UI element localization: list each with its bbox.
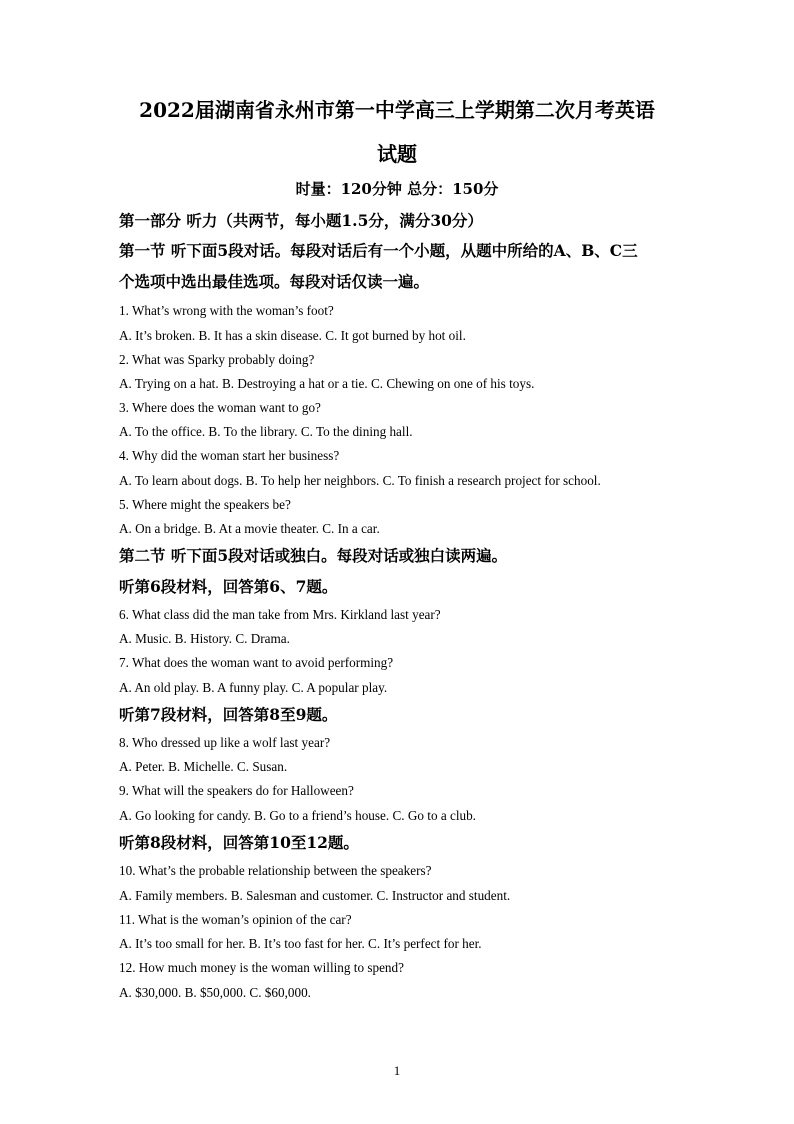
- question-11-options: A. It’s too small for her. B. It’s too fast for her. C. It’s perfect for her.: [119, 936, 482, 951]
- question-3: 3. Where does the woman want to go?: [119, 400, 321, 415]
- question-9: 9. What will the speakers do for Halloween?: [119, 783, 354, 798]
- page-number: 1: [393, 1063, 401, 1078]
- question-6: 6. What class did the man take from Mrs. Kirkland last year?: [119, 607, 441, 622]
- material-6-heading: 听第6段材料，回答第6、7题。: [119, 577, 338, 596]
- question-3-options: A. To the office. B. To the library. C. To the dining hall.: [119, 424, 413, 439]
- document-title-line-1: 2022届湖南省永州市第一中学高三上学期第二次月考英语: [139, 98, 655, 122]
- question-1: 1. What’s wrong with the woman’s foot?: [119, 303, 334, 318]
- section1-heading-line-1: 第一节 听下面5段对话。每段对话后有一个小题，从题中所给的A、B、C三: [119, 241, 638, 260]
- question-2: 2. What was Sparky probably doing?: [119, 352, 315, 367]
- question-10: 10. What’s the probable relationship between the speakers?: [119, 863, 432, 878]
- exam-time-score: 时量：120分钟 总分：150分: [295, 180, 499, 198]
- section1-heading-line-2: 个选项中选出最佳选项。每段对话仅读一遍。: [119, 272, 430, 291]
- question-5: 5. Where might the speakers be?: [119, 497, 291, 512]
- material-8-heading: 听第8段材料，回答第10至12题。: [119, 833, 359, 852]
- question-7: 7. What does the woman want to avoid performing?: [119, 655, 394, 670]
- question-7-options: A. An old play. B. A funny play. C. A popular play.: [119, 680, 388, 695]
- question-12: 12. How much money is the woman willing to spend?: [119, 960, 404, 975]
- question-6-options: A. Music. B. History. C. Drama.: [119, 631, 290, 646]
- question-12-options: A. $30,000. B. $50,000. C. $60,000.: [119, 985, 311, 1000]
- question-8: 8. Who dressed up like a wolf last year?: [119, 735, 331, 750]
- question-1-options: A. It’s broken. B. It has a skin disease. C. It got burned by hot oil.: [119, 328, 466, 343]
- question-8-options: A. Peter. B. Michelle. C. Susan.: [119, 759, 288, 774]
- question-2-options: A. Trying on a hat. B. Destroying a hat or a tie. C. Chewing on one of his toys.: [119, 376, 535, 391]
- question-4: 4. Why did the woman start her business?: [119, 448, 340, 463]
- question-10-options: A. Family members. B. Salesman and customer. C. Instructor and student.: [119, 888, 511, 903]
- question-5-options: A. On a bridge. B. At a movie theater. C. In a car.: [119, 521, 380, 536]
- question-9-options: A. Go looking for candy. B. Go to a friend’s house. C. Go to a club.: [119, 808, 476, 823]
- material-7-heading: 听第7段材料，回答第8至9题。: [119, 705, 338, 724]
- part1-heading: 第一部分 听力（共两节，每小题1.5分，满分30分）: [119, 211, 483, 230]
- question-11: 11. What is the woman’s opinion of the car?: [119, 912, 352, 927]
- section2-heading: 第二节 听下面5段对话或独白。每段对话或独白读两遍。: [119, 546, 508, 565]
- document-title-line-2: 试题: [377, 142, 417, 166]
- question-4-options: A. To learn about dogs. B. To help her neighbors. C. To finish a research project for school.: [119, 473, 601, 488]
